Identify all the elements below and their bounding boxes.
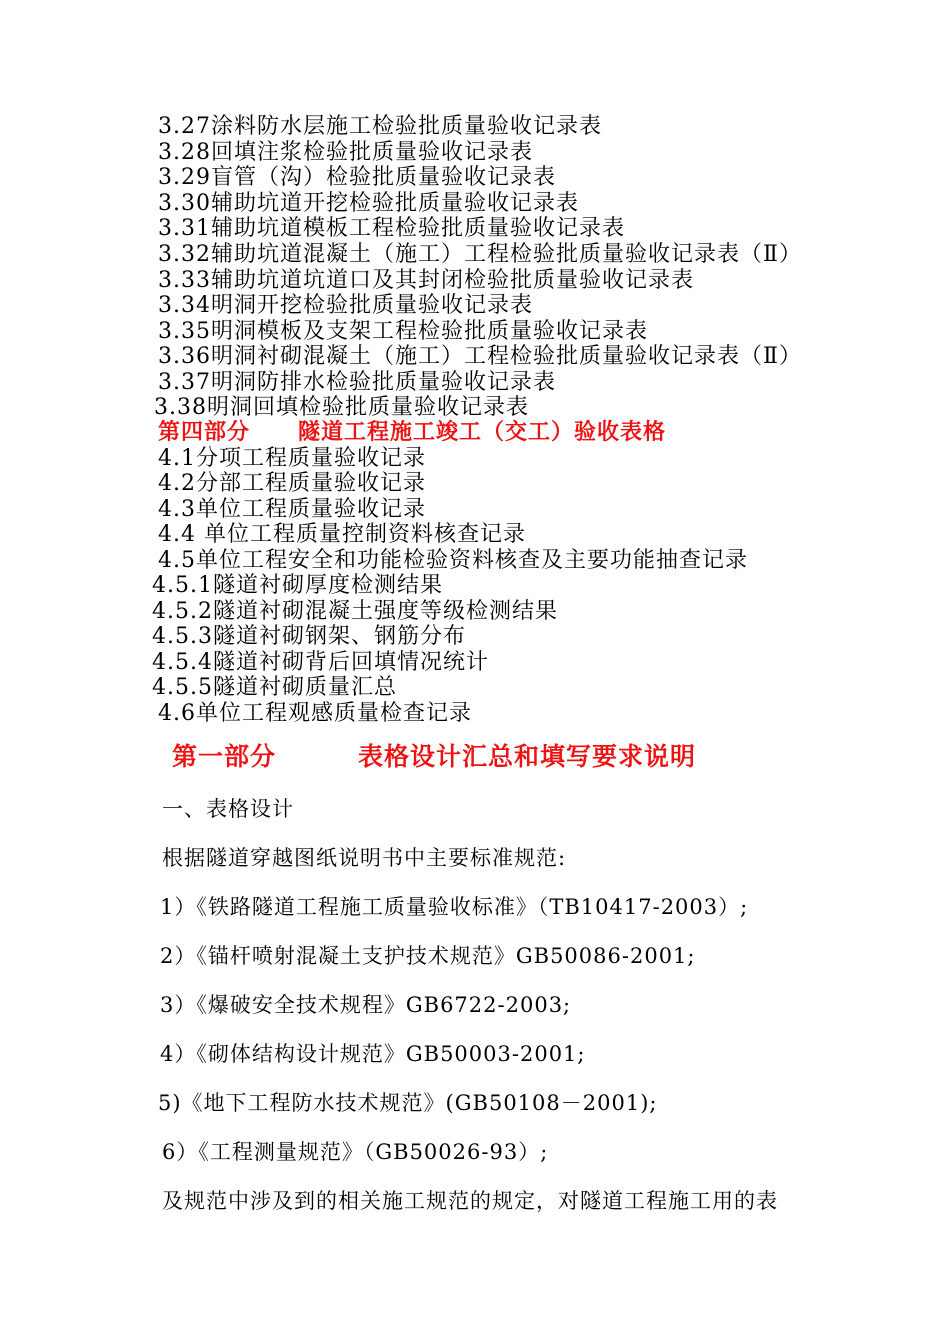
toc-item: 3.27涂料防水层施工检验批质量验收记录表 — [158, 114, 602, 139]
toc-item: 4.5.1隧道衬砌厚度检测结果 — [152, 573, 443, 598]
part1-title: 表格设计汇总和填写要求说明 — [358, 742, 697, 771]
toc-item: 3.29盲管（沟）检验批质量验收记录表 — [158, 165, 556, 190]
toc-item: 4.6单位工程观感质量检查记录 — [158, 701, 472, 726]
toc-item: 4.5.4隧道衬砌背后回填情况统计 — [152, 650, 489, 675]
toc-item: 3.30辅助坑道开挖检验批质量验收记录表 — [158, 191, 579, 216]
standard-item: 6）《工程测量规范》（GB50026-93）; — [162, 1140, 549, 1164]
part1-label: 第一部分 — [172, 742, 277, 771]
standard-item: 4）《砌体结构设计规范》GB50003-2001; — [160, 1042, 586, 1066]
toc-item: 4.5.5隧道衬砌质量汇总 — [152, 675, 397, 700]
part4-title: 隧道工程施工竣工（交工）验收表格 — [298, 420, 667, 445]
toc-item: 4.5.2隧道衬砌混凝土强度等级检测结果 — [152, 599, 558, 624]
toc-item: 4.5.3隧道衬砌钢架、钢筋分布 — [152, 624, 466, 649]
intro-paragraph: 根据隧道穿越图纸说明书中主要标准规范: — [162, 846, 567, 870]
closing-paragraph: 及规范中涉及到的相关施工规范的规定，对隧道工程施工用的表 — [162, 1189, 778, 1213]
toc-item: 3.34明洞开挖检验批质量验收记录表 — [158, 293, 533, 318]
toc-item: 4.5单位工程安全和功能检验资料核查及主要功能抽查记录 — [158, 548, 748, 573]
standard-item: 1）《铁路隧道工程施工质量验收标准》（TB10417-2003）; — [160, 895, 749, 919]
toc-item: 4.1分项工程质量验收记录 — [158, 446, 426, 471]
toc-item: 3.35明洞模板及支架工程检验批质量验收记录表 — [158, 319, 648, 344]
section-heading: 一、表格设计 — [162, 797, 294, 821]
toc-item: 4.2分部工程质量验收记录 — [158, 471, 426, 496]
part4-label: 第四部分 — [158, 420, 251, 445]
toc-item: 3.38明洞回填检验批质量验收记录表 — [154, 395, 529, 420]
toc-item: 4.4 单位工程质量控制资料核查记录 — [158, 522, 526, 547]
standard-item: 2）《锚杆喷射混凝土支护技术规范》GB50086-2001; — [160, 944, 696, 968]
toc-item: 3.31辅助坑道模板工程检验批质量验收记录表 — [158, 216, 625, 241]
toc-item: 3.36明洞衬砌混凝土（施工）工程检验批质量验收记录表（Ⅱ） — [158, 344, 802, 369]
standard-item: 5)《地下工程防水技术规范》(GB50108－2001); — [158, 1091, 658, 1115]
toc-item: 3.37明洞防排水检验批质量验收记录表 — [158, 370, 556, 395]
toc-item: 3.28回填注浆检验批质量验收记录表 — [158, 140, 533, 165]
toc-item: 3.32辅助坑道混凝土（施工）工程检验批质量验收记录表（Ⅱ） — [158, 242, 802, 267]
standard-item: 3）《爆破安全技术规程》GB6722-2003; — [160, 993, 572, 1017]
toc-item: 3.33辅助坑道坑道口及其封闭检验批质量验收记录表 — [158, 268, 694, 293]
toc-item: 4.3单位工程质量验收记录 — [158, 497, 426, 522]
